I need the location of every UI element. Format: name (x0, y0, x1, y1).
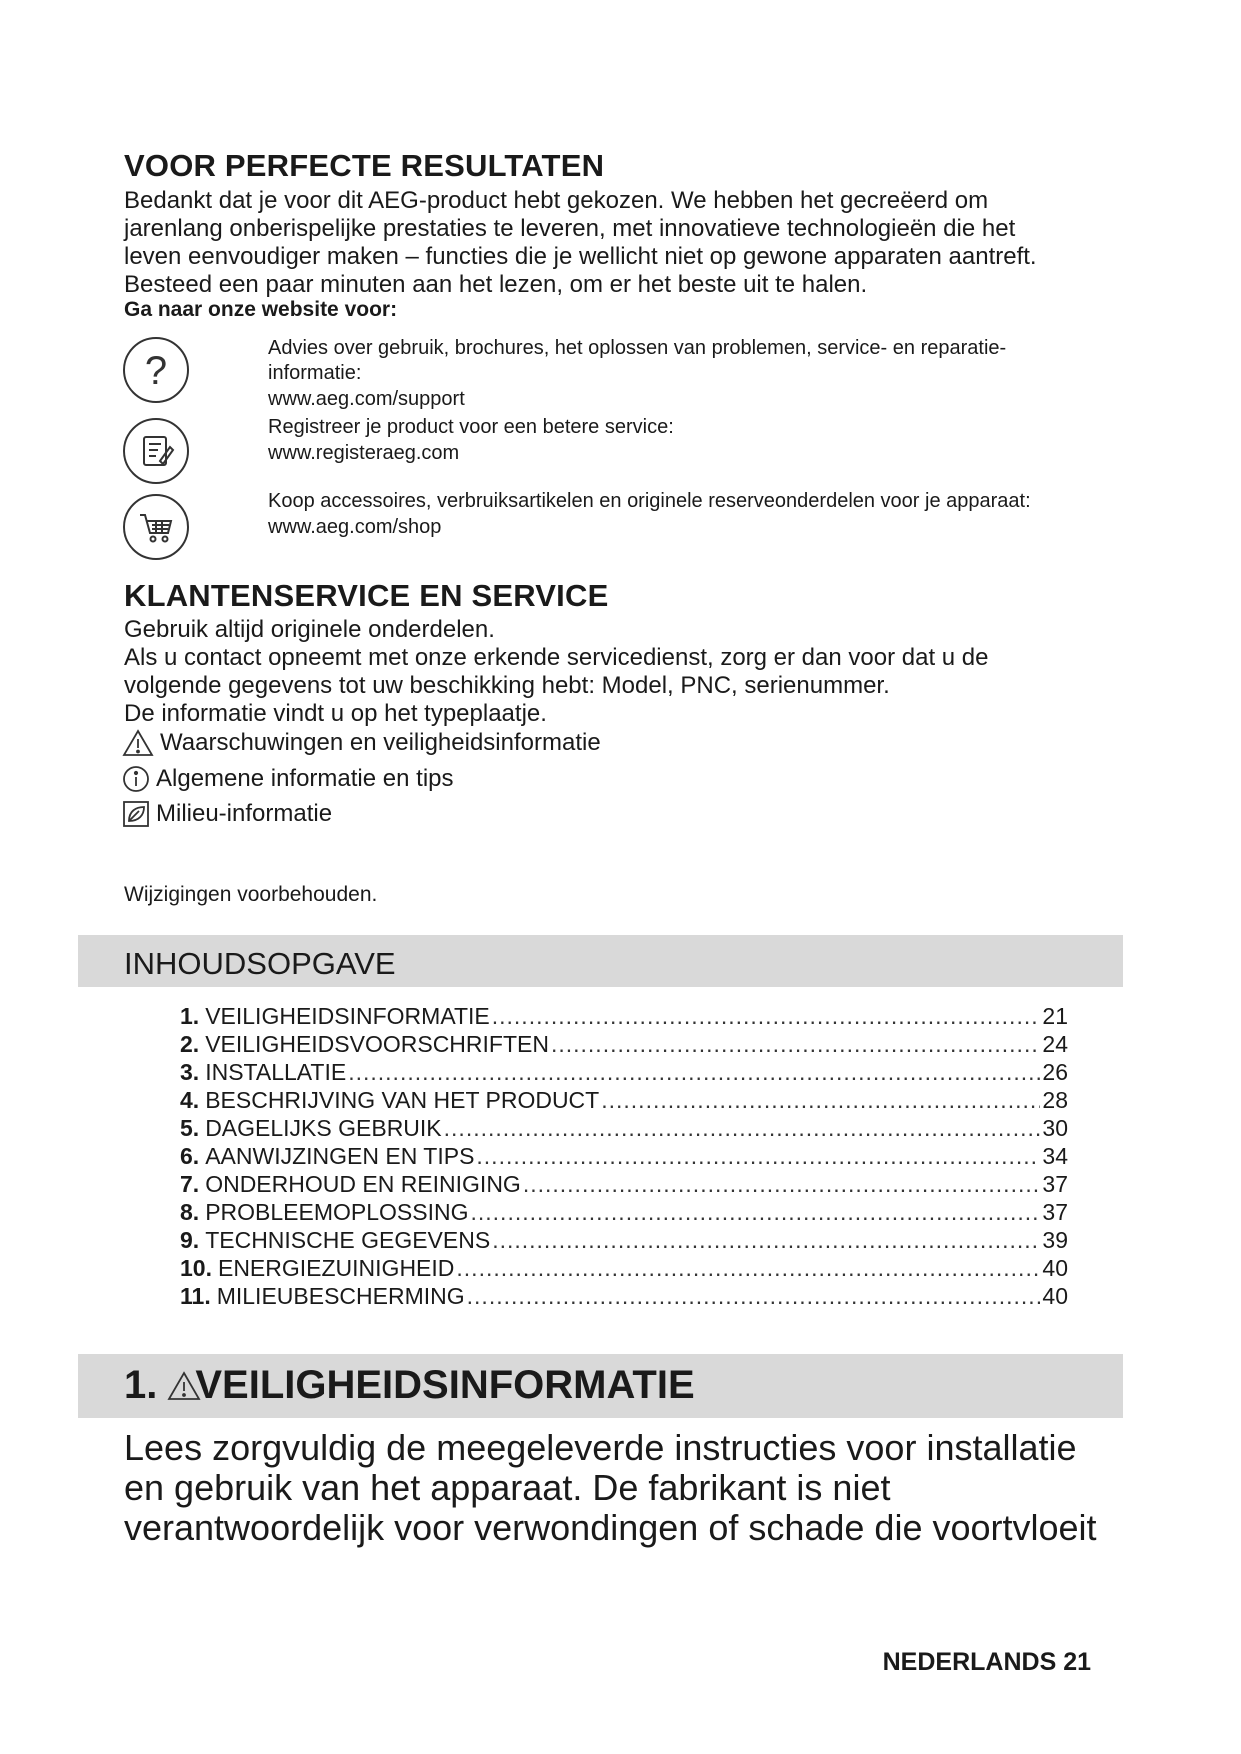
page-footer: NEDERLANDS 21 (882, 1648, 1091, 1676)
warning-triangle-icon (122, 729, 154, 757)
question-circle-icon (123, 337, 189, 403)
support-text: Advies over gebruik, brochures, het oplossen van problemen, service- en reparatie- (268, 337, 1007, 359)
disclaimer: Wijzigingen voorbehouden. (124, 883, 378, 906)
toc-item[interactable]: 10. ENERGIEZUINIGHEID ..... 40 (180, 1254, 1068, 1282)
support-text-cont: informatie: (268, 362, 362, 384)
safety-lead-line: verantwoordelijk voor verwondingen of schade die voortvloeit (124, 1507, 1097, 1548)
toc-item[interactable]: 6. AANWIJZINGEN EN TIPS ..... 34 (180, 1142, 1068, 1170)
safety-title: VEILIGHEIDSINFORMATIE (195, 1363, 695, 1407)
shop-link[interactable]: www.aeg.com/shop (268, 516, 442, 538)
shopping-cart-icon (123, 494, 189, 560)
safety-lead-line: en gebruik van het apparaat. De fabrikant is niet (124, 1467, 891, 1508)
register-text: Registreer je product voor een betere service: (268, 416, 674, 438)
intro-line: leven eenvoudiger maken – functies die je wellicht niet op gewone apparaten aantreft. (124, 243, 1037, 270)
support-link[interactable]: www.aeg.com/support (268, 388, 465, 410)
intro-text (124, 187, 1037, 299)
legend-label: Algemene informatie en tips (156, 765, 454, 792)
intro-heading: VOOR PERFECTE RESULTATEN (124, 148, 605, 183)
legend-warning (122, 729, 601, 757)
website-lead: Ga naar onze website voor: (124, 298, 398, 321)
toc-item[interactable]: 8. PROBLEEMOPLOSSING ..... 37 (180, 1198, 1068, 1226)
intro-line: jarenlang onberispelijke prestaties te leveren, met innovatieve technologieën die het (124, 215, 1016, 242)
toc-item[interactable]: 7. ONDERHOUD EN REINIGING ..... 37 (180, 1170, 1068, 1198)
customer-service-text (124, 616, 989, 728)
toc-item[interactable]: 2. VEILIGHEIDSVOORSCHRIFTEN ..... 24 (180, 1030, 1068, 1058)
toc-item[interactable]: 9. TECHNISCHE GEGEVENS ..... 39 (180, 1226, 1068, 1254)
info-circle-icon (122, 765, 150, 793)
cs-line: Als u contact opneemt met onze erkende servicedienst, zorg er dan voor dat u de (124, 644, 989, 671)
registration-form-icon (123, 418, 189, 484)
customer-service-heading: KLANTENSERVICE EN SERVICE (124, 578, 609, 613)
legend-label: Milieu-informatie (156, 800, 333, 827)
svg-text:?: ? (144, 349, 168, 392)
legend-environment (122, 800, 332, 828)
toc-item[interactable]: 5. DAGELIJKS GEBRUIK ..... 30 (180, 1114, 1068, 1142)
toc-item[interactable]: 4. BESCHRIJVING VAN HET PRODUCT ..... 28 (180, 1086, 1068, 1114)
toc-item[interactable]: 1. VEILIGHEIDSINFORMATIE ..... 21 (180, 1002, 1068, 1030)
toc-title: INHOUDSOPGAVE (124, 946, 396, 981)
cs-line: De informatie vindt u op het typeplaatje. (124, 700, 547, 727)
safety-number: 1. (124, 1363, 158, 1407)
toc-item[interactable]: 11. MILIEUBESCHERMING ..... 40 (180, 1282, 1068, 1310)
shop-text: Koop accessoires, verbruiksartikelen en originele reserveonderdelen voor je apparaat: (268, 490, 1031, 512)
cs-line: volgende gegevens tot uw beschikking hebt: Model, PNC, serienummer. (124, 672, 890, 699)
legend-label: Waarschuwingen en veiligheidsinformatie (160, 729, 601, 756)
register-link[interactable]: www.registeraeg.com (268, 442, 460, 464)
safety-lead-line: Lees zorgvuldig de meegeleverde instructies voor installatie (124, 1427, 1077, 1468)
legend-info (122, 765, 454, 793)
safety-heading (124, 1363, 695, 1408)
toc-item[interactable]: 3. INSTALLATIE ..... 26 (180, 1058, 1068, 1086)
leaf-box-icon (122, 800, 150, 828)
cs-line: Gebruik altijd originele onderdelen. (124, 616, 495, 643)
intro-line: Bedankt dat je voor dit AEG-product hebt gekozen. We hebben het gecreëerd om (124, 187, 989, 214)
safety-lead (124, 1428, 1134, 1548)
intro-line: Besteed een paar minuten aan het lezen, om er het beste uit te halen. (124, 271, 868, 298)
